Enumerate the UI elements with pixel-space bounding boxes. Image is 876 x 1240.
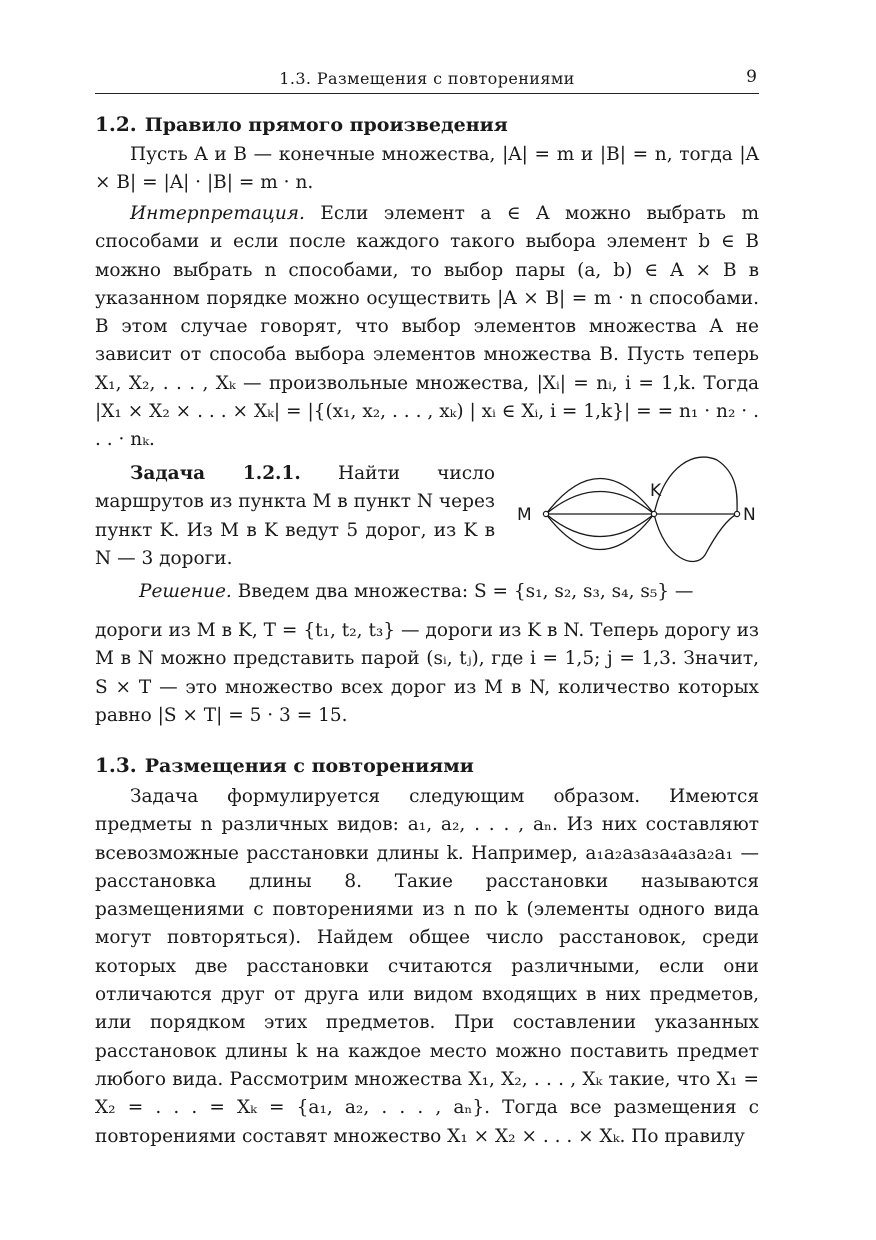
route-graph-figure — [515, 455, 759, 587]
section-title: Правило прямого произведения — [144, 114, 508, 136]
node-m-label: M — [517, 505, 532, 525]
section-number: 1.2. — [95, 112, 137, 136]
solution-lead: Решение. — [139, 581, 232, 602]
road-m-k-2 — [546, 492, 654, 515]
route-graph — [515, 455, 759, 587]
task-text: Найти число маршрутов из пункта M в пункт N через пункт K. Из M в K ведут 5 дорог, из K в N — 3 дороги. — [95, 463, 495, 569]
section-heading-1-2 — [95, 112, 508, 136]
node-k-label: K — [650, 481, 662, 501]
road-m-k-5 — [546, 514, 654, 550]
road-m-k-4 — [546, 514, 654, 537]
node-m-dot — [543, 511, 548, 516]
node-n-label: N — [743, 505, 756, 525]
road-k-n-3 — [654, 514, 737, 561]
running-title: 1.3. Размещения с повторениями — [279, 69, 575, 88]
section-title: Размещения с повторениями — [144, 755, 474, 777]
page-number: 9 — [746, 67, 757, 87]
solution-first-text: Введем два множества: S = {s₁, s₂, s₃, s₄, s₅} — — [237, 581, 694, 602]
node-n-dot — [734, 511, 739, 516]
interpretation-text: Если элемент a ∈ A можно выбрать m способами и если после каждого такого выбора элемент b ∈ B можно выбрать n способами, то выбор пары (a, b) ∈ A × B в указанном порядке можно осуществить |A × B| = m · n способами. В этом случае говорят, что выбор элементов множества A не зависит от способа выбора элементов множества B. Пусть теперь X₁, X₂, . . . , Xₖ — произвольные множества, |Xᵢ| = nᵢ, i = 1,k. Тогда |X₁ × X₂ × . . . × Xₖ| = |{(x₁, x₂, . . . , xₖ) | xᵢ ∈ Xᵢ, i = 1,k}| = = n₁ · n₂ · . . . · nₖ. — [95, 203, 759, 451]
task-statement — [95, 460, 495, 573]
interpretation-lead: Интерпретация. — [130, 203, 305, 224]
road-m-k-1 — [546, 479, 654, 515]
solution-first-line — [95, 578, 759, 606]
node-k-dot — [651, 511, 656, 516]
task-label: Задача 1.2.1. — [130, 463, 301, 484]
paragraph-interpretation — [95, 200, 759, 455]
paragraph-product-rule: Пусть A и B — конечные множества, |A| = m и |B| = n, тогда |A × B| = |A| · |B| = m · n. — [95, 144, 759, 194]
section-number: 1.3. — [95, 753, 137, 777]
running-head — [95, 66, 759, 94]
section-heading-1-3 — [95, 753, 474, 777]
paragraph-arrangements: Задача формулируется следующим образом. Имеются предметы n различных видов: a₁, a₂, . . . , aₙ. Из них составляют всевозможные расстановки длины k. Например, a₁a₂a₃a₃a₄a₃a₂a₁ — расстановка длины 8. Такие расстановки называются размещениями с повторениями из n по k (элементы одного вида могут повторяться). Найдем общее число расстановок, среди которых две расстановки считаются различными, если они отличаются друг от друга или видом входящих в них предметов, или порядком этих предметов. При составлении указанных расстановок длины k на каждое место можно поставить предмет любого вида. Рассмотрим множества X₁, X₂, . . . , Xₖ такие, что X₁ = X₂ = . . . = Xₖ = {a₁, a₂, . . . , aₙ}. Тогда все размещения с повторениями составят множество X₁ × X₂ × . . . × Xₖ. По правилу — [95, 786, 759, 1147]
paragraph-solution: дороги из M в K, T = {t₁, t₂, t₃} — дороги из K в N. Теперь дорогу из M в N можно представить парой (sᵢ, tⱼ), где i = 1,5; j = 1,3. Значит, S × T — это множество всех дорог из M в N, количество которых равно |S × T| = 5 · 3 = 15. — [95, 620, 759, 726]
road-k-n-2 — [654, 457, 737, 514]
